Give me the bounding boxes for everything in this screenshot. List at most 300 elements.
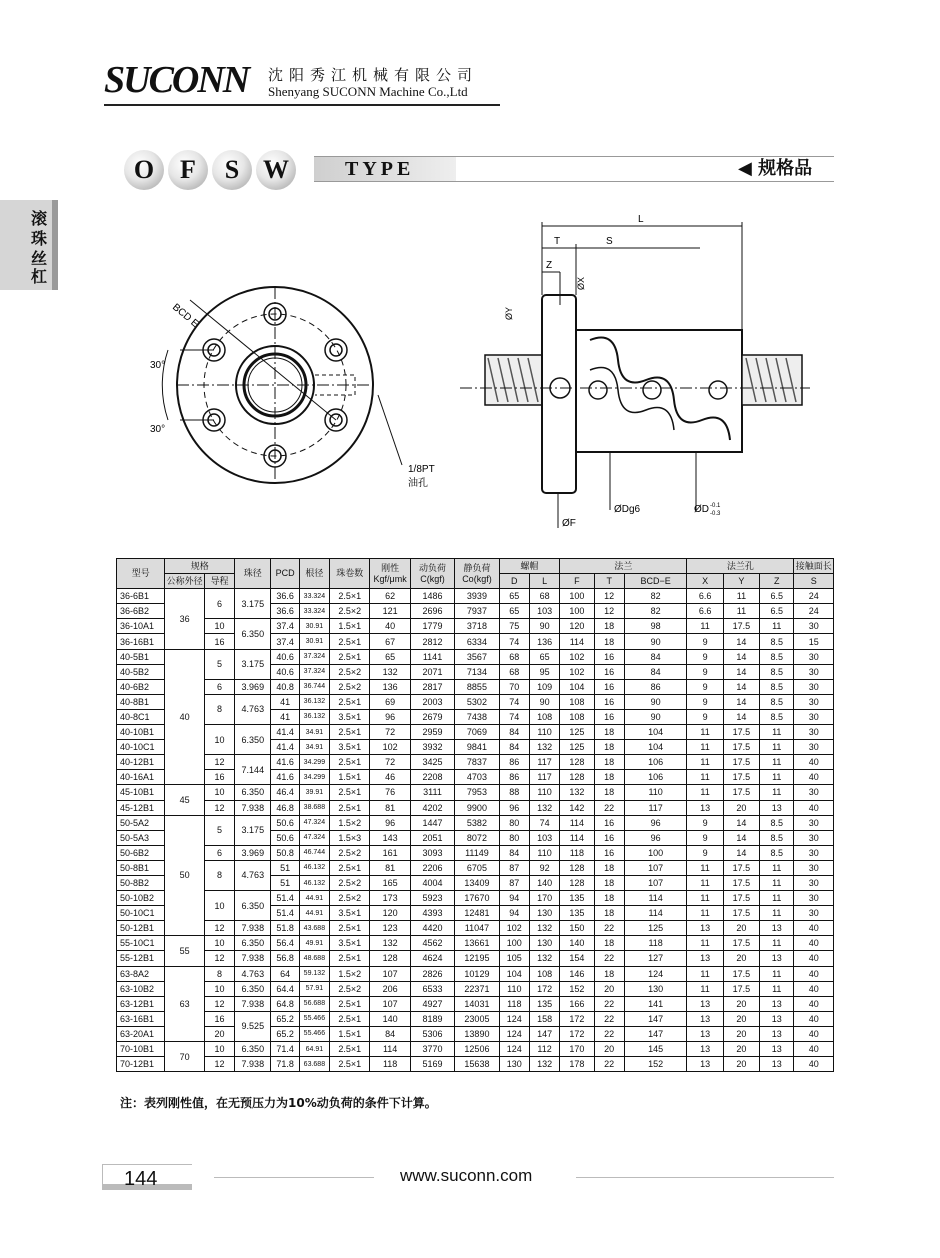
table-row xyxy=(117,634,834,649)
table-cell: 3770 xyxy=(410,1042,454,1057)
table-cell: 71.4 xyxy=(271,1042,299,1057)
table-cell: 118 xyxy=(370,1057,410,1072)
table-cell: 102 xyxy=(499,921,529,936)
header-dyn: 动负荷 C(kgf) xyxy=(410,559,454,589)
table-cell: 106 xyxy=(624,755,687,770)
table-cell: 74 xyxy=(499,634,529,649)
table-cell: 132 xyxy=(560,785,594,800)
table-cell: 87 xyxy=(499,860,529,875)
table-cell: 124 xyxy=(499,1011,529,1026)
table-cell: 3.175 xyxy=(235,815,271,845)
table-cell: 45 xyxy=(165,785,204,815)
table-cell: 109 xyxy=(529,679,559,694)
table-cell: 51.4 xyxy=(271,891,299,906)
dim-T-label: T xyxy=(554,236,561,247)
table-cell: 11 xyxy=(687,755,723,770)
table-cell: 10 xyxy=(204,619,234,634)
table-cell: 125 xyxy=(624,921,687,936)
company-name-cn: 沈阳秀江机械有限公司 xyxy=(268,66,479,84)
table-cell: 81 xyxy=(370,800,410,815)
table-cell: 20 xyxy=(594,1042,624,1057)
table-cell: 13 xyxy=(760,1026,794,1041)
table-cell: 6.350 xyxy=(235,785,271,800)
table-cell: 47.324 xyxy=(299,830,329,845)
table-cell: 10 xyxy=(204,981,234,996)
table-cell: 2.5×1 xyxy=(330,755,370,770)
table-cell: 11 xyxy=(760,770,794,785)
table-cell: 37.4 xyxy=(271,634,299,649)
table-cell: 87 xyxy=(499,875,529,890)
table-cell: 132 xyxy=(529,800,559,815)
nut-side-view xyxy=(460,222,810,528)
footer-rule-right xyxy=(576,1177,834,1178)
table-cell: 41.6 xyxy=(271,755,299,770)
table-cell: 124 xyxy=(624,966,687,981)
table-cell: 135 xyxy=(529,996,559,1011)
table-cell: 40-16A1 xyxy=(117,770,165,785)
table-cell: 124 xyxy=(499,1026,529,1041)
table-cell: 178 xyxy=(560,1057,594,1072)
table-cell: 108 xyxy=(529,966,559,981)
table-cell: 18 xyxy=(594,634,624,649)
table-cell: 14 xyxy=(723,634,759,649)
table-cell: 55 xyxy=(165,936,204,966)
table-cell: 158 xyxy=(529,1011,559,1026)
table-cell: 170 xyxy=(529,891,559,906)
table-cell: 140 xyxy=(370,1011,410,1026)
table-cell: 130 xyxy=(529,906,559,921)
table-cell: 10 xyxy=(204,1042,234,1057)
table-cell: 22 xyxy=(594,1026,624,1041)
table-cell: 68 xyxy=(499,649,529,664)
table-cell: 74 xyxy=(499,694,529,709)
table-row xyxy=(117,725,834,740)
table-cell: 4703 xyxy=(455,770,499,785)
table-cell: 50 xyxy=(165,815,204,936)
table-cell: 40 xyxy=(794,770,834,785)
table-cell: 114 xyxy=(624,891,687,906)
table-cell: 64.4 xyxy=(271,981,299,996)
table-cell: 8189 xyxy=(410,1011,454,1026)
table-cell: 17.5 xyxy=(723,755,759,770)
table-row xyxy=(117,785,834,800)
table-cell: 11 xyxy=(687,619,723,634)
table-cell: 18 xyxy=(594,875,624,890)
table-cell: 103 xyxy=(529,604,559,619)
spec-table-body xyxy=(117,589,834,1072)
table-cell: 2.5×2 xyxy=(330,891,370,906)
table-cell: 65 xyxy=(499,589,529,604)
table-cell: 4.763 xyxy=(235,860,271,890)
table-cell: 40 xyxy=(794,996,834,1011)
table-cell: 100 xyxy=(624,845,687,860)
table-cell: 154 xyxy=(560,951,594,966)
table-cell: 12 xyxy=(204,951,234,966)
table-cell: 37.324 xyxy=(299,664,329,679)
header-nominal: 公称外径 xyxy=(165,574,204,589)
table-cell: 56.688 xyxy=(299,996,329,1011)
table-cell: 65 xyxy=(499,604,529,619)
table-cell: 2696 xyxy=(410,604,454,619)
table-cell: 22 xyxy=(594,1011,624,1026)
table-cell: 16 xyxy=(594,845,624,860)
table-cell: 8.5 xyxy=(760,709,794,724)
table-cell: 11 xyxy=(687,981,723,996)
table-cell: 118 xyxy=(560,845,594,860)
table-cell: 2.5×1 xyxy=(330,860,370,875)
table-cell: 16 xyxy=(594,649,624,664)
table-cell: 103 xyxy=(529,830,559,845)
table-row xyxy=(117,1057,834,1072)
table-row xyxy=(117,815,834,830)
table-cell: 152 xyxy=(560,981,594,996)
table-cell: 14031 xyxy=(455,996,499,1011)
table-cell: 40-10C1 xyxy=(117,740,165,755)
table-row xyxy=(117,966,834,981)
table-cell: 90 xyxy=(624,634,687,649)
table-cell: 30 xyxy=(794,875,834,890)
table-cell: 55.466 xyxy=(299,1011,329,1026)
table-cell: 13 xyxy=(760,1011,794,1026)
table-cell: 2003 xyxy=(410,694,454,709)
table-cell: 3425 xyxy=(410,755,454,770)
table-cell: 11 xyxy=(723,589,759,604)
table-cell: 6705 xyxy=(455,860,499,875)
table-cell: 11 xyxy=(687,906,723,921)
table-cell: 6334 xyxy=(455,634,499,649)
table-cell: 2071 xyxy=(410,664,454,679)
table-cell: 64.8 xyxy=(271,996,299,1011)
table-cell: 5 xyxy=(204,649,234,679)
table-cell: 11 xyxy=(687,770,723,785)
table-cell: 2826 xyxy=(410,966,454,981)
table-cell: 40 xyxy=(794,1026,834,1041)
table-cell: 74 xyxy=(529,815,559,830)
table-cell: 16 xyxy=(204,770,234,785)
table-cell: 56.4 xyxy=(271,936,299,951)
bcd-label: BCD E xyxy=(170,301,201,330)
table-cell: 72 xyxy=(370,725,410,740)
table-cell: 6.350 xyxy=(235,619,271,649)
table-cell: 86 xyxy=(624,679,687,694)
table-cell: 2.5×1 xyxy=(330,589,370,604)
table-cell: 63.688 xyxy=(299,1057,329,1072)
table-cell: 165 xyxy=(370,875,410,890)
dim-Y-label: ØY xyxy=(504,306,514,320)
table-cell: 65 xyxy=(370,649,410,664)
table-cell: 143 xyxy=(370,830,410,845)
table-row xyxy=(117,981,834,996)
table-cell: 22 xyxy=(594,921,624,936)
table-cell: 2.5×2 xyxy=(330,845,370,860)
table-cell: 2.5×2 xyxy=(330,981,370,996)
table-cell: 55-10C1 xyxy=(117,936,165,951)
header-flange: 法兰 xyxy=(560,559,687,574)
table-cell: 17.5 xyxy=(723,891,759,906)
table-cell: 44.91 xyxy=(299,906,329,921)
table-cell: 4393 xyxy=(410,906,454,921)
table-cell: 11 xyxy=(760,875,794,890)
table-cell: 102 xyxy=(560,649,594,664)
table-cell: 135 xyxy=(560,891,594,906)
table-cell: 2051 xyxy=(410,830,454,845)
side-tab-bar xyxy=(52,200,58,290)
table-cell: 17.5 xyxy=(723,860,759,875)
table-cell: 11 xyxy=(760,860,794,875)
table-cell: 50-5A3 xyxy=(117,830,165,845)
table-cell: 8855 xyxy=(455,679,499,694)
table-cell: 13890 xyxy=(455,1026,499,1041)
table-cell: 11 xyxy=(687,740,723,755)
table-cell: 1.5×1 xyxy=(330,619,370,634)
table-cell: 84 xyxy=(499,725,529,740)
sub-D: D xyxy=(499,574,529,589)
table-cell: 114 xyxy=(560,815,594,830)
table-cell: 20 xyxy=(204,1026,234,1041)
table-row xyxy=(117,951,834,966)
dim-L-label: L xyxy=(638,214,644,225)
table-cell: 22 xyxy=(594,951,624,966)
table-cell: 106 xyxy=(624,770,687,785)
header-stat: 静负荷 Co(kgf) xyxy=(455,559,499,589)
table-cell: 9900 xyxy=(455,800,499,815)
table-cell: 50.8 xyxy=(271,845,299,860)
table-cell: 1.5×2 xyxy=(330,966,370,981)
table-cell: 3093 xyxy=(410,845,454,860)
table-cell: 18 xyxy=(594,891,624,906)
table-row xyxy=(117,1026,834,1041)
table-cell: 12 xyxy=(204,996,234,1011)
table-cell: 110 xyxy=(624,785,687,800)
table-cell: 107 xyxy=(624,875,687,890)
table-cell: 34.91 xyxy=(299,725,329,740)
table-row xyxy=(117,619,834,634)
table-cell: 10 xyxy=(204,936,234,951)
table-cell: 17.5 xyxy=(723,981,759,996)
table-cell: 7069 xyxy=(455,725,499,740)
table-cell: 40.6 xyxy=(271,649,299,664)
table-cell: 6.350 xyxy=(235,981,271,996)
sub-BCD: BCD−E xyxy=(624,574,687,589)
table-cell: 128 xyxy=(560,860,594,875)
table-cell: 130 xyxy=(499,1057,529,1072)
table-cell: 40 xyxy=(165,649,204,785)
table-cell: 63-16B1 xyxy=(117,1011,165,1026)
table-row xyxy=(117,921,834,936)
table-cell: 30 xyxy=(794,649,834,664)
dim-X-label: ØX xyxy=(576,276,586,290)
table-cell: 45-10B1 xyxy=(117,785,165,800)
table-cell: 18 xyxy=(594,785,624,800)
table-cell: 14 xyxy=(723,830,759,845)
table-cell: 84 xyxy=(499,740,529,755)
table-cell: 30.91 xyxy=(299,634,329,649)
table-cell: 9 xyxy=(687,815,723,830)
table-cell: 2.5×1 xyxy=(330,634,370,649)
table-cell: 22 xyxy=(594,996,624,1011)
table-cell: 80 xyxy=(499,815,529,830)
table-cell: 107 xyxy=(370,996,410,1011)
header-rule xyxy=(104,104,500,106)
table-cell: 18 xyxy=(594,860,624,875)
table-cell: 2.5×2 xyxy=(330,664,370,679)
table-cell: 5302 xyxy=(455,694,499,709)
table-cell: 4.763 xyxy=(235,966,271,981)
table-cell: 22 xyxy=(594,1057,624,1072)
table-cell: 50.6 xyxy=(271,815,299,830)
table-cell: 2.5×1 xyxy=(330,785,370,800)
table-cell: 7.144 xyxy=(235,755,271,785)
table-cell: 11 xyxy=(760,936,794,951)
table-cell: 130 xyxy=(624,981,687,996)
oil-port-label: 1/8PT xyxy=(408,464,435,475)
table-cell: 4624 xyxy=(410,951,454,966)
table-cell: 3939 xyxy=(455,589,499,604)
table-cell: 1447 xyxy=(410,815,454,830)
table-cell: 11 xyxy=(760,740,794,755)
table-cell: 1.5×1 xyxy=(330,770,370,785)
header-contact: 接触面长 xyxy=(794,559,834,574)
table-cell: 84 xyxy=(624,649,687,664)
table-cell: 145 xyxy=(624,1042,687,1057)
table-row xyxy=(117,694,834,709)
table-cell: 114 xyxy=(370,1042,410,1057)
table-cell: 98 xyxy=(624,619,687,634)
table-cell: 46.132 xyxy=(299,875,329,890)
table-cell: 30 xyxy=(794,664,834,679)
table-cell: 3567 xyxy=(455,649,499,664)
dim-D-tol-top: -0.1 xyxy=(710,503,721,509)
table-cell: 108 xyxy=(560,709,594,724)
table-cell: 96 xyxy=(370,815,410,830)
header-spec: 规格 xyxy=(165,559,235,574)
table-cell: 152 xyxy=(624,1057,687,1072)
table-cell: 8.5 xyxy=(760,679,794,694)
table-cell: 12 xyxy=(204,800,234,815)
table-cell: 86 xyxy=(499,755,529,770)
table-cell: 123 xyxy=(370,921,410,936)
table-cell: 17.5 xyxy=(723,619,759,634)
table-cell: 30.91 xyxy=(299,619,329,634)
table-cell: 6 xyxy=(204,679,234,694)
table-cell: 43.688 xyxy=(299,921,329,936)
table-cell: 76 xyxy=(370,785,410,800)
table-cell: 100 xyxy=(560,589,594,604)
table-cell: 140 xyxy=(560,936,594,951)
table-row xyxy=(117,770,834,785)
table-cell: 4004 xyxy=(410,875,454,890)
table-cell: 2.5×1 xyxy=(330,694,370,709)
table-cell: 1.5×2 xyxy=(330,815,370,830)
table-cell: 146 xyxy=(560,966,594,981)
table-cell: 39.91 xyxy=(299,785,329,800)
table-cell: 114 xyxy=(624,906,687,921)
table-cell: 7.938 xyxy=(235,1057,271,1072)
table-cell: 3.969 xyxy=(235,679,271,694)
table-cell: 40 xyxy=(794,1042,834,1057)
table-cell: 36.132 xyxy=(299,709,329,724)
table-cell: 8.5 xyxy=(760,649,794,664)
table-cell: 55-12B1 xyxy=(117,951,165,966)
table-cell: 20 xyxy=(723,1057,759,1072)
table-cell: 50-10C1 xyxy=(117,906,165,921)
table-cell: 16 xyxy=(594,694,624,709)
table-cell: 20 xyxy=(723,800,759,815)
table-cell: 9 xyxy=(687,679,723,694)
table-cell: 6533 xyxy=(410,981,454,996)
table-cell: 14 xyxy=(723,679,759,694)
table-cell: 90 xyxy=(529,694,559,709)
table-cell: 132 xyxy=(370,936,410,951)
table-cell: 48.688 xyxy=(299,951,329,966)
table-cell: 128 xyxy=(560,770,594,785)
table-cell: 2.5×1 xyxy=(330,1057,370,1072)
table-cell: 36.6 xyxy=(271,589,299,604)
table-cell: 125 xyxy=(560,740,594,755)
table-cell: 57.91 xyxy=(299,981,329,996)
table-cell: 18 xyxy=(594,770,624,785)
table-cell: 6.350 xyxy=(235,1042,271,1057)
table-cell: 2.5×1 xyxy=(330,1011,370,1026)
table-cell: 50-6B2 xyxy=(117,845,165,860)
table-cell: 1486 xyxy=(410,589,454,604)
table-cell: 11 xyxy=(760,785,794,800)
table-cell: 50-5A2 xyxy=(117,815,165,830)
footer-rule-left xyxy=(214,1177,374,1178)
table-cell: 71.8 xyxy=(271,1057,299,1072)
table-cell: 2.5×1 xyxy=(330,996,370,1011)
table-row xyxy=(117,1011,834,1026)
table-cell: 8.5 xyxy=(760,815,794,830)
table-cell: 51 xyxy=(271,860,299,875)
type-letter: F xyxy=(168,150,208,190)
header-lead: 导程 xyxy=(204,574,234,589)
table-cell: 40 xyxy=(794,951,834,966)
table-cell: 6.6 xyxy=(687,589,723,604)
sub-Z: Z xyxy=(760,574,794,589)
table-cell: 9 xyxy=(687,845,723,860)
table-cell: 63-10B2 xyxy=(117,981,165,996)
angle-top-label: 30° xyxy=(150,360,166,371)
table-cell: 4202 xyxy=(410,800,454,815)
table-cell: 3932 xyxy=(410,740,454,755)
table-cell: 4420 xyxy=(410,921,454,936)
table-cell: 65 xyxy=(529,649,559,664)
table-cell: 33.324 xyxy=(299,604,329,619)
table-cell: 96 xyxy=(624,830,687,845)
table-cell: 6 xyxy=(204,589,234,619)
table-cell: 20 xyxy=(723,1026,759,1041)
table-cell: 8.5 xyxy=(760,845,794,860)
table-cell: 40 xyxy=(794,966,834,981)
table-cell: 9 xyxy=(687,709,723,724)
table-cell: 30 xyxy=(794,906,834,921)
table-cell: 22 xyxy=(594,800,624,815)
table-cell: 3111 xyxy=(410,785,454,800)
table-cell: 12 xyxy=(204,755,234,770)
table-cell: 11 xyxy=(760,891,794,906)
table-cell: 121 xyxy=(370,604,410,619)
table-row xyxy=(117,860,834,875)
table-cell: 40 xyxy=(794,1011,834,1026)
header-pcd: PCD xyxy=(271,559,299,589)
table-cell: 36-6B1 xyxy=(117,589,165,604)
table-cell: 1.5×1 xyxy=(330,1026,370,1041)
table-cell: 40-6B2 xyxy=(117,679,165,694)
table-cell: 18 xyxy=(594,619,624,634)
table-cell: 11 xyxy=(687,891,723,906)
table-cell: 38.688 xyxy=(299,800,329,815)
